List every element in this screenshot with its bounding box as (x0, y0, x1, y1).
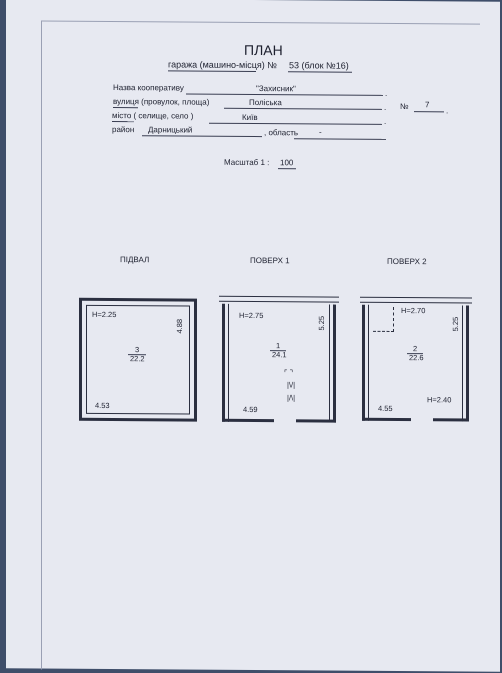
second-room-number: 2 (413, 344, 418, 354)
second-depth: 5.25 (451, 316, 460, 332)
second-right-wall (462, 305, 469, 421)
second-width: 4.55 (378, 403, 393, 413)
garage-number: 53 (блок №16) (289, 60, 349, 71)
no-value: 7 (425, 100, 430, 110)
no-label: № (400, 102, 409, 112)
first-pit-bottom: |/\| (287, 393, 296, 403)
city-dot: . (384, 116, 387, 126)
second-height-2: H=2.40 (427, 395, 452, 405)
district-label: район (112, 125, 135, 135)
first-area: 24.1 (272, 350, 287, 360)
floor-label-first: ПОВЕРХ 1 (250, 255, 290, 266)
coop-dot: . (385, 88, 388, 98)
first-right-wall (329, 305, 336, 423)
second-stair-opening (373, 307, 394, 332)
street-label-underline (113, 107, 138, 108)
region-label: , область (264, 128, 299, 138)
no-dot: . (446, 106, 449, 116)
street-value: Поліська (249, 97, 282, 108)
first-pit-mid: |\/| (287, 380, 296, 390)
coop-label: Назва кооперативу (113, 83, 184, 93)
first-room-number: 1 (276, 341, 281, 351)
coop-value: "Захисник" (256, 84, 296, 94)
floor-label-second: ПОВЕРХ 2 (387, 256, 427, 267)
basement-room-number: 3 (135, 345, 140, 355)
basement-height: H=2.25 (92, 309, 117, 320)
scale-label: Масштаб 1 : (224, 157, 270, 168)
first-width: 4.59 (243, 404, 258, 415)
first-pit-top: ⌜ ⌝ (284, 368, 294, 378)
second-left-wall (362, 305, 369, 421)
first-left-wall (222, 304, 229, 422)
first-height: H=2.75 (239, 310, 264, 321)
document-sheet (6, 0, 500, 672)
basement-width: 4.53 (95, 400, 110, 410)
street-dot: . (384, 102, 387, 112)
city-label: місто ( селище, село ) (112, 111, 194, 121)
basement-depth: 4.88 (175, 318, 184, 334)
plan-subtitle: гаража (машино-місця) № (168, 59, 277, 71)
no-underline (414, 111, 444, 112)
plan-title: ПЛАН (244, 41, 283, 59)
second-height: H=2.70 (401, 306, 426, 316)
second-opening-gap (411, 417, 433, 422)
city-label-underline (112, 121, 134, 122)
second-area: 22.6 (409, 353, 424, 363)
first-depth: 5.25 (317, 315, 326, 331)
scale-underline (278, 168, 296, 169)
street-label: вулиця (провулок, площа) (113, 97, 210, 107)
first-gate-gap (274, 418, 296, 423)
basement-area: 22.2 (130, 354, 145, 364)
scale-value: 100 (280, 158, 294, 168)
floor-label-basement: ПІДВАЛ (120, 255, 150, 265)
city-value: Київ (242, 112, 258, 123)
region-value: - (319, 127, 322, 137)
district-value: Дарницький (148, 125, 193, 135)
